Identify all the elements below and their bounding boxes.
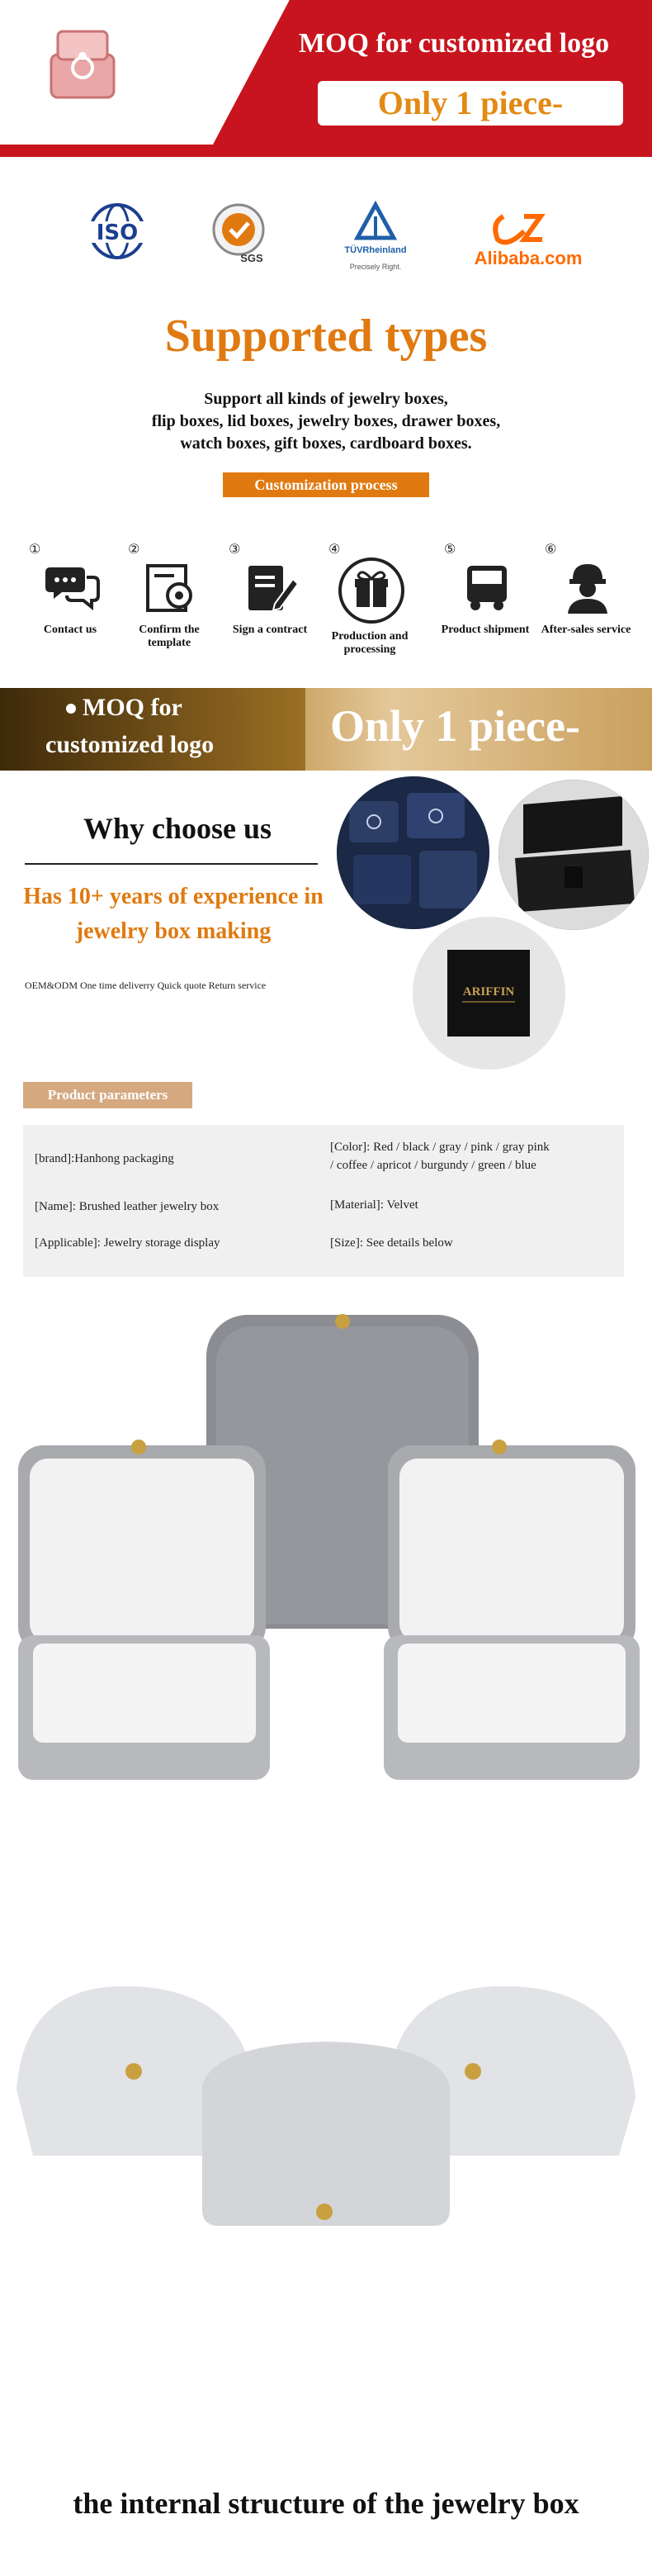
chat-icon <box>44 559 100 615</box>
navy-boxes-image <box>337 776 489 929</box>
product-photo-ariffin-box <box>413 917 565 1070</box>
why-divider <box>25 863 318 865</box>
param-color-line: / coffee / apricot / burgundy / green / blue <box>330 1159 536 1172</box>
supported-desc-line: watch boxes, gift boxes, cardboard boxes. <box>180 434 472 453</box>
step-number: ② <box>128 541 140 557</box>
band-left-line2: customized logo <box>45 731 215 758</box>
ariffin-logo-text: ARIFFIN <box>462 985 515 999</box>
step-number: ③ <box>229 541 241 557</box>
param-applicable: [Applicable]: Jewelry storage display <box>35 1236 220 1250</box>
product-photo-black-box <box>498 780 649 930</box>
step-label: Contact us <box>43 624 97 636</box>
ariffin-box-image <box>413 917 565 1070</box>
param-name: [Name]: Brushed leather jewelry box <box>35 1200 220 1213</box>
svg-text:ISO: ISO <box>96 221 139 245</box>
gift-icon <box>337 556 406 625</box>
param-size: [Size]: See details below <box>330 1236 453 1250</box>
param-color-line: [Color]: Red / black / gray / pink / gray pink <box>330 1141 550 1154</box>
why-subtitle <box>0 880 347 949</box>
supported-desc-line: flip boxes, lid boxes, jewelry boxes, drawer boxes, <box>151 412 501 430</box>
truck-icon <box>459 559 515 615</box>
alibaba-label: Alibaba.com <box>474 248 583 268</box>
bullet-dot <box>66 704 76 714</box>
sgs-label: SGS <box>240 252 263 264</box>
step-label: Confirm the template <box>139 624 200 649</box>
contract-icon <box>243 559 300 615</box>
tuv-label: TÜVRheinland <box>344 245 407 255</box>
supported-description <box>99 388 553 455</box>
ring-box-icon <box>33 17 132 116</box>
step-number: ⑥ <box>545 541 557 557</box>
band-left-line1: MOQ for <box>83 694 182 721</box>
step-number: ① <box>29 541 41 557</box>
step-label: Product shipment <box>441 624 530 636</box>
param-color <box>330 1138 627 1174</box>
customization-process-button[interactable]: Customization process <box>223 472 429 497</box>
step-number: ⑤ <box>444 541 456 557</box>
header-title: MOQ for customized logo <box>298 28 610 59</box>
step-label: After-sales service <box>541 624 631 636</box>
step-label: Sign a contract <box>232 624 308 636</box>
black-box-image <box>498 780 649 930</box>
why-subtitle-line: jewelry box making <box>75 918 272 944</box>
header-pill: Only 1 piece- <box>318 81 623 126</box>
product-image-closed-boxes <box>0 1966 652 2428</box>
product-image-open-boxes <box>0 1297 652 1842</box>
step-label: Production and processing <box>331 630 409 656</box>
supported-title: Supported types <box>164 311 488 362</box>
param-material: [Material]: Velvet <box>330 1198 418 1212</box>
header-red-panel <box>206 0 652 157</box>
product-photo-navy-boxes <box>337 776 489 929</box>
header-banner <box>0 0 652 157</box>
support-icon <box>560 559 616 615</box>
supported-desc-line: Support all kinds of jewelry boxes, <box>204 390 448 408</box>
why-services: OEM&ODM One time deliverry Quick quote Return service <box>25 980 267 991</box>
iso-logo-icon <box>78 198 157 273</box>
tuv-logo-icon <box>334 198 417 273</box>
band-right-text: Only 1 piece- <box>330 701 580 751</box>
header-red-strip <box>0 145 652 157</box>
step-number: ④ <box>328 541 341 557</box>
template-icon <box>143 559 199 615</box>
param-brand: [brand]:Hanhong packaging <box>35 1152 174 1165</box>
footer-title: the internal structure of the jewelry box <box>73 2487 579 2520</box>
product-parameters-tag: Product parameters <box>23 1082 192 1108</box>
tuv-sublabel: Precisely Right. <box>349 263 402 271</box>
why-subtitle-line: Has 10+ years of experience in <box>23 884 324 909</box>
why-title: Why choose us <box>83 812 272 845</box>
